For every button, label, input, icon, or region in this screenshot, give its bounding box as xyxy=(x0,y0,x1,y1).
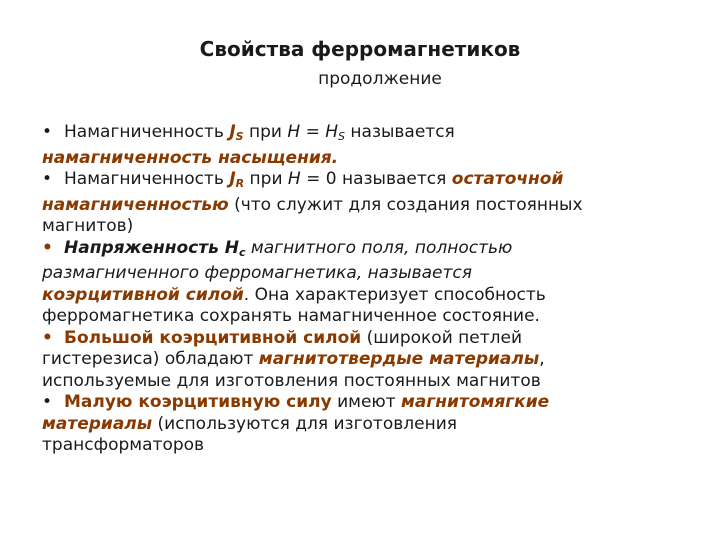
term-soft-magnetic: магнитомягкие xyxy=(401,392,550,412)
bullet-1-line-2 xyxy=(42,148,682,170)
bullet-5-line-2 xyxy=(42,414,682,436)
symbol-js: $J_S$ xyxy=(229,122,244,143)
slide-subtitle: продолжение xyxy=(318,69,442,89)
term-large-coercive: Большой коэрцитивной силой xyxy=(64,327,362,348)
text-fragment: Напряженность xyxy=(64,237,225,258)
text-fragment: трансформаторов xyxy=(42,435,205,455)
text-fragment: магнитного поля, полностью xyxy=(245,237,513,258)
term-remanent: намагниченностью xyxy=(42,194,229,215)
text-fragment: Намагниченность xyxy=(64,122,230,142)
text-fragment: используемые для изготовления постоянных магнитов xyxy=(42,370,541,391)
bullet-2-line-1 xyxy=(42,169,682,195)
text-fragment: . Она характеризует способность xyxy=(243,284,546,305)
bullet-3-line-3 xyxy=(42,285,682,307)
symbol-jr: $J_R$ xyxy=(229,169,245,190)
bullet-1-line-1 xyxy=(42,122,682,148)
term-soft-magnetic: материалы xyxy=(42,413,153,434)
bullet-3-line-2 xyxy=(42,263,682,285)
bullet-marker: • xyxy=(42,327,53,348)
symbol-h: H xyxy=(287,122,301,142)
text-fragment: при xyxy=(243,122,288,142)
bullet-3-line-1 xyxy=(42,238,682,264)
text-fragment: (что служит для создания постоянных xyxy=(228,194,583,215)
text-fragment: Намагниченность xyxy=(64,169,230,189)
text-fragment: размагниченного ферромагнетика, называется xyxy=(42,263,472,283)
bullet-marker: • xyxy=(42,122,53,142)
symbol-hc: $H_c$ xyxy=(224,237,246,259)
term-coercive-force: коэрцитивной силой xyxy=(42,284,244,305)
bullet-4-line-2 xyxy=(42,349,682,371)
bullet-4-line-1 xyxy=(42,328,682,350)
bullet-5-line-3 xyxy=(42,435,682,457)
symbol-h: H xyxy=(287,169,301,189)
text-fragment: = xyxy=(300,122,326,142)
slide-title: Свойства ферромагнетиков xyxy=(199,37,521,61)
text-fragment: (широкой петлей xyxy=(361,327,522,348)
term-remanent: остаточной xyxy=(451,169,564,189)
text-fragment: при xyxy=(244,169,288,189)
text-fragment: ферромагнетика сохранять намагниченное состояние. xyxy=(42,306,540,326)
text-fragment: , xyxy=(539,349,545,369)
text-fragment: имеют xyxy=(331,392,402,412)
term-hard-magnetic: магнитотвердые материалы xyxy=(258,349,540,369)
term-saturation: намагниченность насыщения. xyxy=(42,147,339,168)
text-fragment: = 0 называется xyxy=(300,169,452,189)
bullet-2-line-3 xyxy=(42,216,682,238)
text-fragment: гистерезиса) обладают xyxy=(42,349,259,369)
term-small-coercive: Малую коэрцитивную силу xyxy=(64,392,332,412)
bullet-5-line-1 xyxy=(42,392,682,414)
text-fragment: называется xyxy=(345,122,455,142)
bullet-3-line-4 xyxy=(42,306,682,328)
text-fragment: (используются для изготовления xyxy=(152,413,457,434)
bullet-4-line-3 xyxy=(42,371,682,393)
slide-body xyxy=(42,122,682,457)
symbol-hs: $H_S$ xyxy=(325,122,346,143)
bullet-marker: • xyxy=(42,392,53,412)
bullet-marker: • xyxy=(42,237,53,258)
text-fragment: магнитов) xyxy=(42,216,134,236)
bullet-marker: • xyxy=(42,169,53,189)
bullet-2-line-2 xyxy=(42,195,682,217)
